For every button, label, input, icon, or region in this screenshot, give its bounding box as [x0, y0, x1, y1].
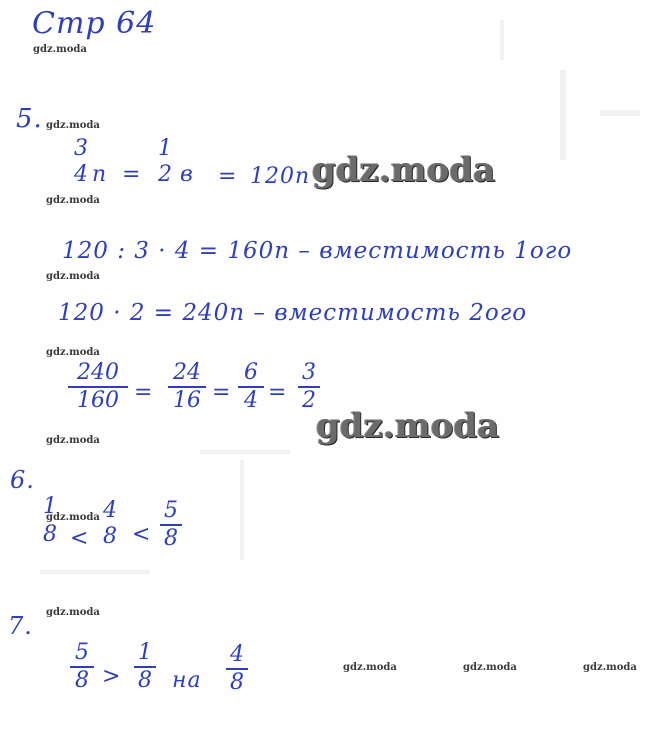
- fraction-numerator: 4: [103, 498, 117, 523]
- fraction-denominator: 16: [173, 388, 201, 413]
- watermark-small: gdz.moda: [46, 607, 100, 618]
- fraction-denominator: 8: [103, 524, 117, 549]
- task-5-number: 5.: [16, 104, 43, 134]
- equals-sign: =: [212, 380, 232, 405]
- fraction-numerator: 1: [158, 136, 172, 161]
- equals-sign: =: [218, 164, 238, 189]
- fraction-denominator: 4: [74, 162, 88, 187]
- fraction-numerator: 5: [164, 498, 178, 523]
- fraction-denominator: 8: [138, 668, 152, 693]
- greater-than-sign: >: [102, 664, 122, 689]
- unit-label: п: [92, 162, 108, 187]
- fraction-numerator: 4: [230, 642, 244, 667]
- fraction-numerator: 1: [138, 640, 152, 665]
- fraction-denominator: 8: [43, 522, 57, 547]
- fraction: [74, 138, 88, 186]
- page-title: Стр 64: [32, 6, 157, 41]
- scan-artifact: [200, 450, 290, 454]
- watermark-small: gdz.moda: [46, 195, 100, 206]
- watermark-small: gdz.moda: [583, 662, 637, 673]
- fraction-denominator: 2: [158, 162, 172, 187]
- watermark-small: gdz.moda: [46, 435, 100, 446]
- fraction-numerator: 5: [75, 640, 89, 665]
- fraction-denominator: 8: [230, 670, 244, 695]
- calculation-line: 120 · 2 = 240п – вместимость 2ого: [58, 300, 528, 326]
- watermark-big: gdz.moda: [312, 150, 496, 190]
- fraction: [68, 362, 128, 412]
- watermark-small: gdz.moda: [46, 271, 100, 282]
- watermark-small: gdz.moda: [343, 662, 397, 673]
- task-6-number: 6.: [10, 466, 35, 494]
- fraction-numerator: 3: [74, 136, 88, 161]
- calculation-line: 120 : 3 · 4 = 160п – вместимость 1ого: [62, 238, 573, 264]
- fraction-denominator: 2: [302, 388, 316, 413]
- watermark-small: gdz.moda: [46, 512, 100, 523]
- fraction-numerator: 1: [43, 494, 57, 519]
- fraction-denominator: 8: [75, 668, 89, 693]
- fraction: [238, 362, 264, 412]
- watermark-small: gdz.moda: [46, 347, 100, 358]
- fraction: [298, 362, 320, 412]
- scan-artifact: [240, 460, 244, 560]
- equals-sign: =: [122, 162, 142, 187]
- fraction-denominator: 8: [164, 526, 178, 551]
- fraction: [160, 500, 182, 550]
- less-than-sign: <: [70, 526, 90, 551]
- watermark-small: gdz.moda: [463, 662, 517, 673]
- watermark-big: gdz.moda: [316, 406, 500, 446]
- fraction-denominator: 160: [77, 388, 119, 413]
- watermark-small: gdz.moda: [46, 120, 100, 131]
- fraction: [158, 138, 172, 186]
- scan-artifact: [40, 570, 150, 574]
- fraction: [100, 500, 120, 548]
- fraction-numerator: 24: [173, 360, 201, 385]
- fraction-numerator: 240: [77, 360, 119, 385]
- fraction-denominator: 4: [244, 388, 258, 413]
- fraction: [134, 642, 156, 692]
- equals-sign: =: [134, 380, 154, 405]
- fraction-numerator: 3: [302, 360, 316, 385]
- task-7-number: 7.: [8, 612, 33, 640]
- fraction-numerator: 6: [244, 360, 258, 385]
- fraction: [70, 642, 94, 692]
- word-na: на: [172, 668, 202, 693]
- equals-sign: =: [268, 380, 288, 405]
- unit-label: в: [180, 162, 194, 187]
- fraction: [226, 644, 248, 694]
- scan-artifact: [560, 70, 566, 160]
- scan-artifact: [600, 110, 640, 116]
- less-than-sign: <: [132, 522, 152, 547]
- scan-artifact: [500, 20, 504, 60]
- result-value: 120п: [250, 164, 311, 189]
- fraction: [168, 362, 206, 412]
- watermark-small: gdz.moda: [33, 44, 87, 55]
